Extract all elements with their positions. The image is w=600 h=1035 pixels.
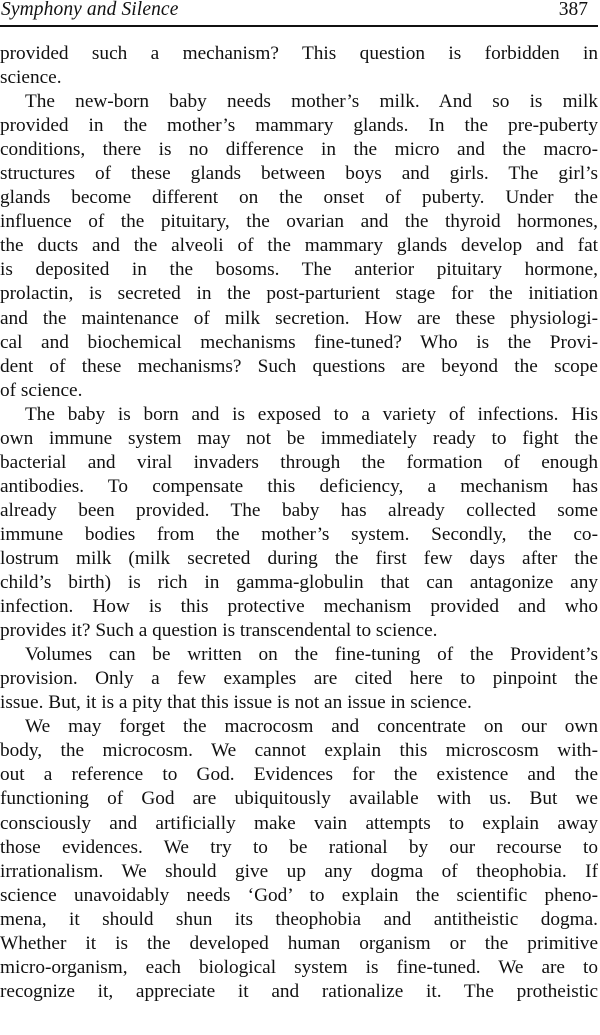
text-line: functioning of God are ubiquitously available with us. But we xyxy=(0,788,598,810)
paragraph xyxy=(0,403,598,643)
text-line: own immune system may not be immediately ready to fight the xyxy=(0,427,598,449)
text-line: out a reference to God. Evidences for the existence and the xyxy=(0,764,598,786)
text-line: provided such a mechanism? This question is forbidden in xyxy=(0,43,598,64)
text-line: already been provided. The baby has already collected some xyxy=(0,499,598,521)
text-line: antibodies. To compensate this deficiency, a mechanism has xyxy=(0,475,598,497)
text-line: The new-born baby needs mother’s milk. And so is milk xyxy=(25,91,598,113)
text-line: infection. How is this protective mechanism provided and who xyxy=(0,596,598,618)
text-line: prolactin, is secreted in the post-parturient stage for the initiation xyxy=(0,283,598,305)
text-line: child’s birth) is rich in gamma-globulin that can antagonize any xyxy=(0,572,598,594)
text-line: influence of the pituitary, the ovarian and the thyroid hormones, xyxy=(0,211,598,233)
text-line: structures of these glands between boys and girls. The girl’s xyxy=(0,163,598,185)
running-head-title: Symphony and Silence xyxy=(1,0,179,20)
text-line: is deposited in the bosoms. The anterior pituitary hormone, xyxy=(0,259,598,281)
text-line: of science. xyxy=(0,379,83,401)
text-line: provided in the mother’s mammary glands. In the pre-puberty xyxy=(0,115,598,137)
text-line: consciously and artificially make vain attempts to explain away xyxy=(0,812,598,834)
text-line: cal and biochemical mechanisms fine-tuned? Who is the Provi- xyxy=(0,331,598,353)
paragraph xyxy=(0,715,598,1004)
text-line: irrationalism. We should give up any dogma of theophobia. If xyxy=(0,860,598,882)
page-number: 387 xyxy=(558,0,588,20)
paragraph xyxy=(0,42,598,90)
text-line: science unavoidably needs ‘God’ to explain the scientific pheno- xyxy=(0,884,598,906)
text-line: those evidences. We try to be rational by our recourse to xyxy=(0,836,598,858)
text-line: dent of these mechanisms? Such questions are beyond the scope xyxy=(0,355,598,377)
paragraph xyxy=(0,643,598,715)
text-line: provides it? Such a question is transcendental to science. xyxy=(0,620,438,642)
text-line: the ducts and the alveoli of the mammary glands develop and fat xyxy=(0,235,598,257)
text-line: and the maintenance of milk secretion. How are these physiologi- xyxy=(0,307,598,329)
text-line: immune bodies from the mother’s system. Secondly, the co- xyxy=(0,523,598,545)
text-line: We may forget the macrocosm and concentrate on our own xyxy=(25,716,598,738)
text-line: The baby is born and is exposed to a variety of infections. His xyxy=(25,403,598,425)
text-line: Volumes can be written on the fine-tuning of the Provident’s xyxy=(25,644,598,666)
text-line: bacterial and viral invaders through the formation of enough xyxy=(0,451,598,473)
text-line: recognize it, appreciate it and rationalize it. The protheistic xyxy=(0,980,598,1002)
body-text xyxy=(0,42,598,1004)
text-line: science. xyxy=(0,67,62,89)
text-line: conditions, there is no difference in the micro and the macro- xyxy=(0,139,598,161)
paragraph xyxy=(0,90,598,403)
text-line: micro-organism, each biological system is fine-tuned. We are to xyxy=(0,956,598,978)
running-head xyxy=(0,0,598,27)
text-line: Whether it is the developed human organism or the primitive xyxy=(0,932,598,954)
text-line: lostrum milk (milk secreted during the first few days after the xyxy=(0,547,598,569)
text-line: mena, it should shun its theophobia and antitheistic dogma. xyxy=(0,908,598,930)
text-line: glands become different on the onset of puberty. Under the xyxy=(0,187,598,209)
text-line: body, the microcosm. We cannot explain this microscosm with- xyxy=(0,740,598,762)
text-line: issue. But, it is a pity that this issue is not an issue in science. xyxy=(0,692,472,714)
text-line: provision. Only a few examples are cited here to pinpoint the xyxy=(0,668,598,690)
